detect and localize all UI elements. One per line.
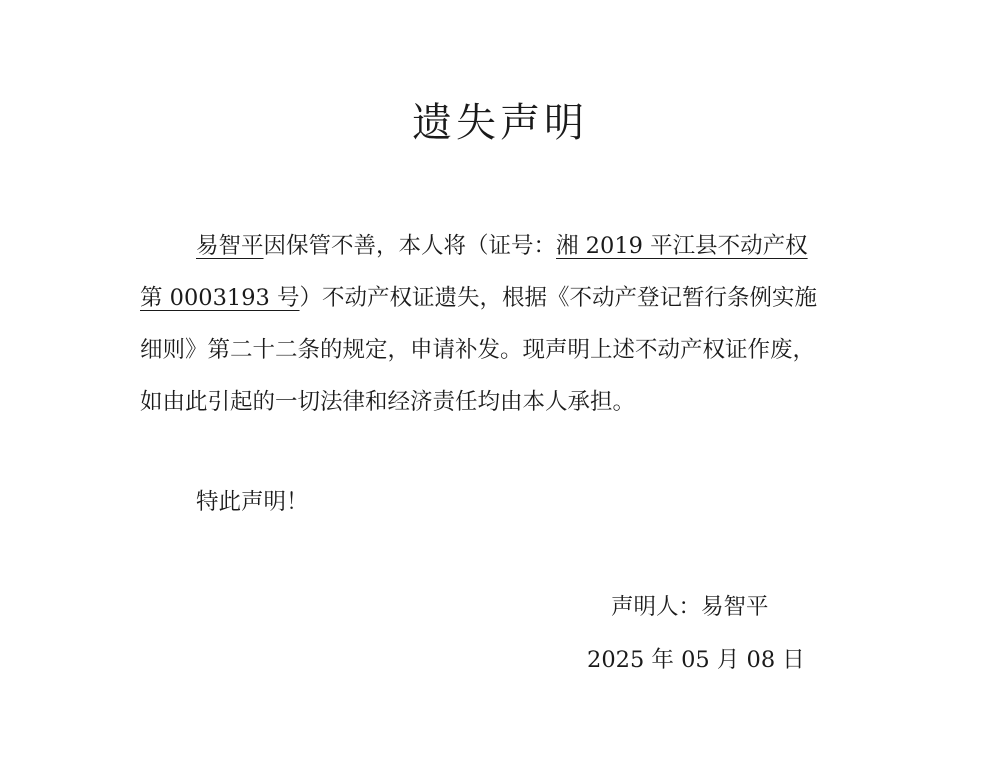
statement-paragraph	[140, 220, 860, 428]
statement-date: 2025 年 05 月 08 日	[587, 647, 805, 673]
signature-line: 声明人：易智平	[611, 594, 769, 620]
paragraph-text-a: 因保管不善，本人将（证号：	[263, 233, 557, 259]
paragraph-line-3: 细则》第二十二条的规定，申请补发。现声明上述不动产权证作废，	[140, 337, 816, 363]
closing-statement: 特此声明！	[196, 489, 309, 515]
paragraph-line-4: 如由此引起的一切法律和经济责任均由本人承担。	[140, 389, 636, 415]
paragraph-line-1	[140, 220, 860, 272]
document-title: 遗失声明	[412, 100, 588, 146]
certificate-number-part2: 第 0003193 号	[140, 285, 300, 311]
declarant-name: 易智平	[196, 233, 264, 259]
paragraph-text-b: ）不动产权证遗失，根据《不动产登记暂行条例实施	[299, 285, 818, 311]
paragraph-line-2	[140, 272, 860, 324]
certificate-number-part1: 湘 2019 平江县不动产权	[556, 233, 808, 259]
